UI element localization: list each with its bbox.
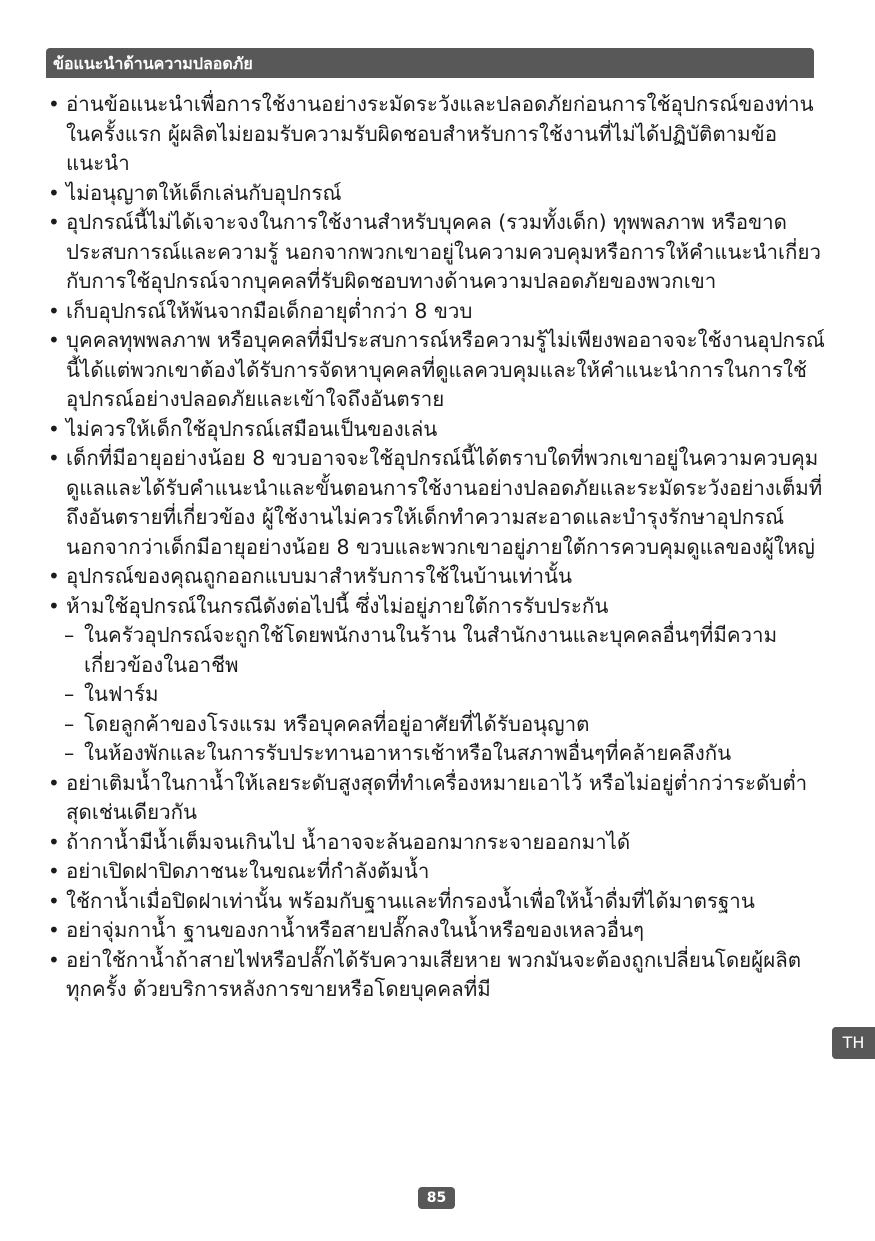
dash-icon: –	[64, 623, 75, 647]
bullet-icon: •	[48, 446, 60, 470]
safety-item	[46, 562, 826, 592]
bullet-icon: •	[48, 770, 60, 795]
safety-item-text: ห้ามใช้อุปกรณ์ในกรณีดังต่อไปนี้ ซึ่งไม่อยู่ภายใต้การรับประกัน	[66, 593, 609, 618]
language-tab	[832, 1027, 875, 1059]
safety-subitem	[46, 739, 826, 769]
safety-subitem-text: โดยลูกค้าของโรงแรม หรือบุคคลที่อยู่อาศัยที่ได้รับอนุญาต	[84, 711, 590, 736]
safety-item-text: อ่านข้อแนะนำเพื่อการใช้งานอย่างระมัดระวังและปลอดภัยก่อนการใช้อุปกรณ์ของท่านในครั้งแรก ผู้ผลิตไม่ยอมรับความรับผิดชอบสำหรับการใช้งานที่ไม่ได้ปฏิบัติตามข้อแนะนำ	[66, 92, 814, 175]
bullet-icon: •	[48, 888, 60, 913]
bullet-icon: •	[48, 92, 60, 116]
safety-item-text: เก็บอุปกรณ์ให้พ้นจากมือเด็กอายุต่ำกว่า 8 ขวบ	[66, 298, 473, 323]
safety-item	[46, 208, 826, 297]
safety-item	[46, 326, 826, 415]
safety-subitem	[46, 710, 826, 740]
safety-item	[46, 857, 826, 887]
bullet-icon: •	[48, 298, 60, 323]
safety-item-text: อุปกรณ์ของคุณถูกออกแบบมาสำหรับการใช้ในบ้านเท่านั้น	[66, 564, 572, 588]
safety-subitem-text: ในห้องพักและในการรับประทานอาหารเช้าหรือในสภาพอื่นๆที่คล้ายคลึงกัน	[84, 741, 732, 765]
bullet-icon: •	[48, 564, 60, 588]
safety-item-text: เด็กที่มีอายุอย่างน้อย 8 ขวบอาจจะใช้อุปกรณ์นี้ได้ตราบใดที่พวกเขาอยู่ในความควบคุมดูแลและได้รับคำแนะนำและขั้นตอนการใช้งานอย่างปลอดภัยและระมัดระวังอย่างเต็มที่ถึงอันตรายที่เกี่ยวข้อง ผู้ใช้งานไม่ควรให้เด็กทำความสะอาดและบำรุงรักษาอุปกรณ์ นอกจากว่าเด็กมีอายุอย่างน้อย 8 ขวบและพวกเขาอยู่ภายใต้การควบคุมดูแลของผู้ใหญ่	[66, 446, 823, 559]
safety-item-text: อย่าเติมน้ำในกาน้ำให้เลยระดับสูงสุดที่ทำเครื่องหมายเอาไว้ หรือไม่อยู่ต่ำกว่าระดับต่ำสุดเช่นเดียวกัน	[66, 770, 808, 824]
safety-item-text: อย่าใช้กาน้ำถ้าสายไฟหรือปลั๊กได้รับความเสียหาย พวกมันจะต้องถูกเปลี่ยนโดยผู้ผลิตทุกครั้ง ด้วยบริการหลังการขายหรือโดยบุคคลที่มี	[66, 947, 802, 1001]
safety-item-text: บุคคลทุพพลภาพ หรือบุคคลที่มีประสบการณ์หรือความรู้ไม่เพียงพออาจจะใช้งานอุปกรณ์นี้ได้แต่พวกเขาต้องได้รับการจัดหาบุคคลที่ดูแลควบคุมและให้คำแนะนำการในการใช้อุปกรณ์อย่างปลอดภัยและเข้าใจถึงอันตราย	[66, 328, 825, 411]
safety-subitem	[46, 621, 826, 680]
safety-item	[46, 297, 826, 327]
safety-instructions-list	[46, 90, 826, 1005]
language-code: TH	[842, 1033, 865, 1052]
bullet-icon: •	[48, 947, 60, 972]
page-number	[418, 1187, 455, 1209]
safety-subitem-text: ในครัวอุปกรณ์จะถูกใช้โดยพนักงานในร้าน ในสำนักงานและบุคคลอื่นๆที่มีความเกี่ยวข้องในอาชีพ	[84, 623, 778, 677]
page-number-label: 85	[426, 1190, 447, 1206]
safety-subitem-text: ในฟาร์ม	[84, 682, 159, 706]
bullet-icon: •	[48, 918, 60, 942]
safety-subitem	[46, 680, 826, 710]
bullet-icon: •	[48, 859, 60, 883]
dash-icon: –	[64, 741, 75, 765]
safety-item-text: อย่าเปิดฝาปิดภาชนะในขณะที่กำลังต้มน้ำ	[66, 859, 430, 883]
safety-item	[46, 415, 826, 445]
safety-item	[46, 769, 826, 828]
safety-item-text: อุปกรณ์นี้ไม่ได้เจาะจงในการใช้งานสำหรับบุคคล (รวมทั้งเด็ก) ทุพพลภาพ หรือขาดประสบการณ์และความรู้ นอกจากพวกเขาอยู่ในความควบคุมหรือการให้คำแนะนำเกี่ยวกับการใช้อุปกรณ์จากบุคคลที่รับผิดชอบทางด้านความปลอดภัยของพวกเขา	[66, 210, 821, 293]
bullet-icon: •	[48, 210, 60, 234]
safety-item	[46, 592, 826, 622]
safety-content	[46, 90, 826, 1005]
safety-item-text: ไม่อนุญาตให้เด็กเล่นกับอุปกรณ์	[66, 180, 342, 205]
section-header	[46, 48, 814, 78]
safety-item	[46, 444, 826, 562]
dash-icon: –	[64, 682, 75, 706]
bullet-icon: •	[48, 416, 60, 441]
safety-item	[46, 946, 826, 1005]
bullet-icon: •	[48, 593, 60, 618]
dash-icon: –	[64, 711, 75, 736]
section-title: ข้อแนะนำด้านความปลอดภัย	[53, 54, 253, 73]
safety-item-text: อย่าจุ่มกาน้ำ ฐานของกาน้ำหรือสายปลั๊กลงในน้ำหรือของเหลวอื่นๆ	[66, 918, 645, 942]
safety-item	[46, 916, 826, 946]
safety-item	[46, 828, 826, 858]
bullet-icon: •	[48, 829, 60, 854]
safety-item	[46, 179, 826, 209]
bullet-icon: •	[48, 328, 60, 352]
safety-item-text: ใช้กาน้ำเมื่อปิดฝาเท่านั้น พร้อมกับฐานและที่กรองน้ำเพื่อให้น้ำดื่มที่ได้มาตรฐาน	[66, 888, 755, 913]
safety-item	[46, 90, 826, 179]
safety-item-text: ไม่ควรให้เด็กใช้อุปกรณ์เสมือนเป็นของเล่น	[66, 416, 438, 441]
safety-item	[46, 887, 826, 917]
safety-item-text: ถ้ากาน้ำมีน้ำเต็มจนเกินไป น้ำอาจจะล้นออกมากระจายออกมาได้	[66, 829, 631, 854]
bullet-icon: •	[48, 180, 60, 205]
